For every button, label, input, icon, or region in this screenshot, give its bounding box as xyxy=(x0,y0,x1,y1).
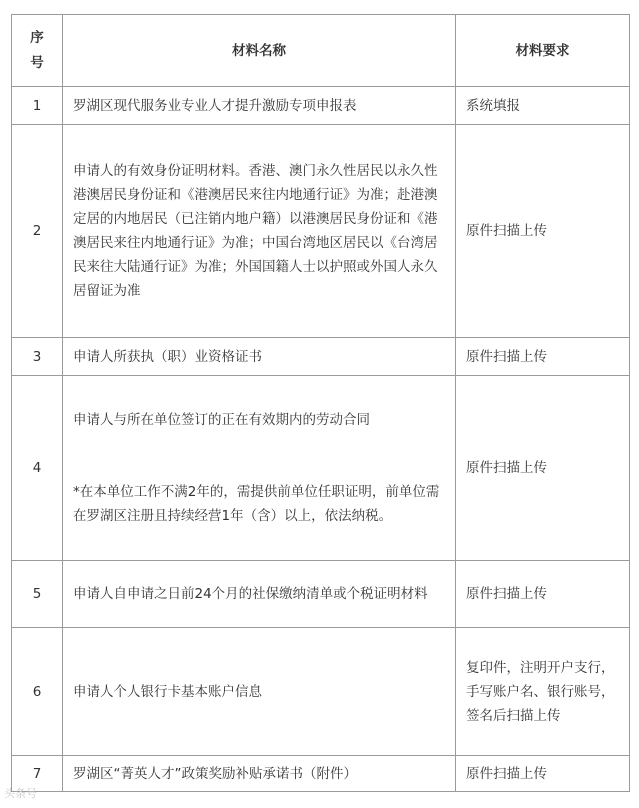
table-row xyxy=(12,376,630,561)
header-name: 材料名称 xyxy=(63,15,456,87)
header-seq xyxy=(12,15,63,87)
row-number: 5 xyxy=(12,561,63,628)
material-requirement: 系统填报 xyxy=(456,87,630,125)
material-name: 申请人的有效身份证明材料。香港、澳门永久性居民以永久性港澳居民身份证和《港澳居民来往内地通行证》为准；赴港澳定居的内地居民（已注销内地户籍）以港澳居民身份证和《港澳居民来往内地通行证》为准；中国台湾地区居民以《台湾居民来往大陆通行证》为准；外国国籍人士以护照或外国人永久居留证为准 xyxy=(63,125,456,338)
material-name: 申请人自申请之日前24个月的社保缴纳清单或个税证明材料 xyxy=(63,561,456,628)
material-name-cell xyxy=(63,376,456,561)
material-requirement: 原件扫描上传 xyxy=(456,376,630,561)
row-number: 2 xyxy=(12,125,63,338)
material-name: 申请人所获执（职）业资格证书 xyxy=(63,338,456,376)
row-number: 1 xyxy=(12,87,63,125)
table-row xyxy=(12,756,630,792)
material-name: 申请人个人银行卡基本账户信息 xyxy=(63,628,456,756)
row-number: 4 xyxy=(12,376,63,561)
header-requirement: 材料要求 xyxy=(456,15,630,87)
header-seq-line2: 号 xyxy=(30,54,44,71)
row-number: 3 xyxy=(12,338,63,376)
watermark: 头条号 xyxy=(4,787,37,800)
material-note: *在本单位工作不满2年的，需提供前单位任职证明，前单位需在罗湖区注册且持续经营1年（含）以上，依法纳税。 xyxy=(73,484,440,524)
table-row xyxy=(12,628,630,756)
row-number: 6 xyxy=(12,628,63,756)
table-row xyxy=(12,561,630,628)
table-row xyxy=(12,125,630,338)
material-requirement: 原件扫描上传 xyxy=(456,561,630,628)
material-name: 申请人与所在单位签订的正在有效期内的劳动合同 xyxy=(73,412,370,428)
material-name: 罗湖区现代服务业专业人才提升激励专项申报表 xyxy=(63,87,456,125)
table-row xyxy=(12,338,630,376)
material-requirement: 原件扫描上传 xyxy=(456,338,630,376)
materials-table xyxy=(11,14,630,792)
material-requirement: 原件扫描上传 xyxy=(456,125,630,338)
header-seq-line1: 序 xyxy=(30,29,44,46)
table-row xyxy=(12,87,630,125)
table-header-row xyxy=(12,15,630,87)
row-number: 7 xyxy=(12,756,63,792)
material-requirement: 原件扫描上传 xyxy=(456,756,630,792)
material-requirement: 复印件，注明开户支行，手写账户名、银行账号，签名后扫描上传 xyxy=(456,628,630,756)
material-name: 罗湖区“菁英人才”政策奖励补贴承诺书（附件） xyxy=(63,756,456,792)
